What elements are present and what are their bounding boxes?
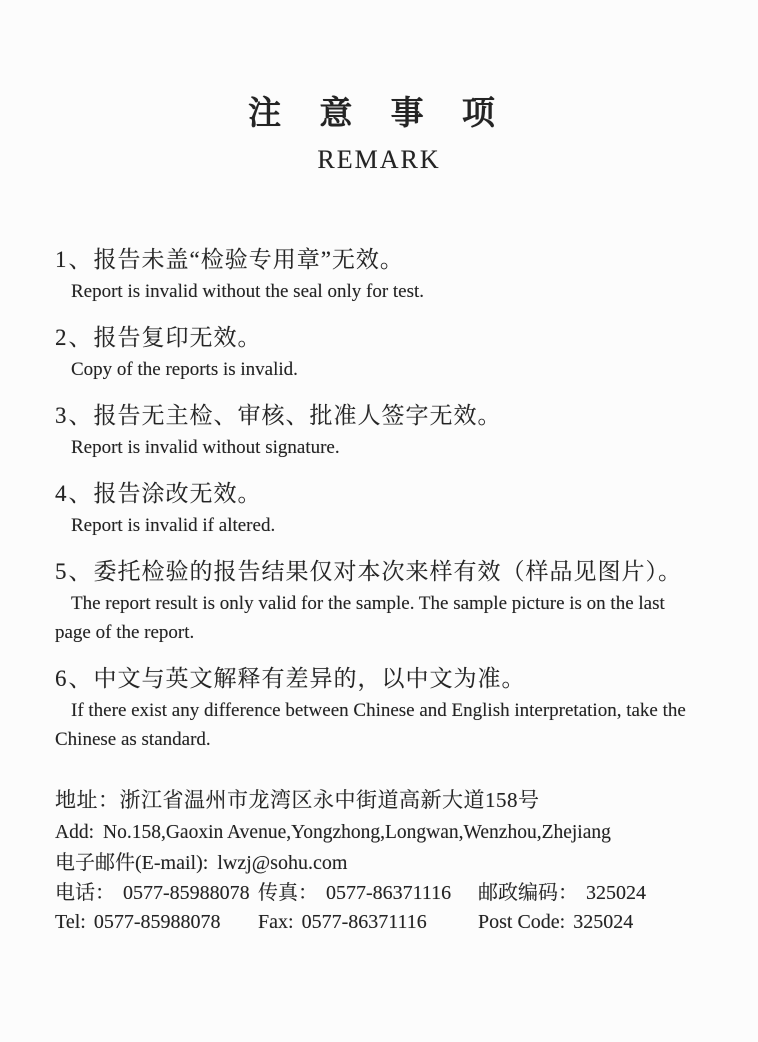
remark-text-english: Report is invalid if altered.: [71, 515, 276, 536]
remark-chinese-line: [55, 242, 703, 277]
remark-number: 3、: [55, 403, 94, 428]
remark-item: [55, 398, 703, 462]
address-line-english: [55, 817, 703, 848]
remark-text-chinese: 报告涂改无效。: [93, 481, 262, 506]
contact-block: [55, 784, 703, 937]
page-title-english: REMARK: [317, 145, 441, 174]
postcode-value: 325024: [586, 882, 646, 904]
remark-number: 6、: [55, 666, 94, 691]
remark-number: 1、: [55, 247, 94, 272]
fax-english: [258, 908, 478, 937]
remark-text-english: The report result is only valid for the sample. The sample picture is on the last page of the report.: [55, 593, 665, 643]
remarks-list: [55, 242, 703, 754]
remark-text-chinese: 报告无主检、审核、批准人签字无效。: [93, 403, 502, 428]
remark-chinese-line: [55, 476, 703, 511]
fax-value: 0577-86371116: [326, 882, 452, 904]
postcode-label-english: Post Code:: [478, 911, 566, 933]
email-value: lwzj@sohu.com: [217, 852, 348, 874]
remark-chinese-line: [55, 554, 703, 589]
phone-value-english: 0577-85988078: [93, 911, 221, 933]
remark-chinese-line: [55, 398, 703, 433]
fax-label-chinese: 传真：: [258, 882, 318, 904]
phone-value: 0577-85988078: [123, 882, 250, 904]
fax-chinese: [258, 879, 478, 908]
email-line: [55, 848, 703, 879]
phone-label-english: Tel:: [55, 911, 86, 933]
email-label: 电子邮件(E-mail):: [55, 852, 209, 874]
remark-text-chinese: 报告未盖“检验专用章”无效。: [93, 247, 404, 272]
remark-item: [55, 661, 703, 754]
postcode-chinese: [478, 879, 703, 908]
remark-text-english: Copy of the reports is invalid.: [71, 359, 298, 380]
remark-text-english: Report is invalid without the seal only for test.: [71, 281, 425, 302]
remark-text-english: If there exist any difference between Chinese and English interpretation, take the Chinese as standard.: [55, 700, 686, 750]
remark-text-chinese: 报告复印无效。: [93, 325, 262, 350]
phone-chinese: [55, 879, 258, 908]
remark-item: [55, 242, 703, 306]
address-value-english: No.158,Gaoxin Avenue,Yongzhong,Longwan,Wenzhou,Zhejiang: [103, 822, 611, 843]
page-title-chinese: 注 意 事 项: [248, 96, 510, 132]
remark-number: 2、: [55, 325, 94, 350]
contact-row-chinese: [55, 879, 703, 908]
address-line-chinese: [55, 784, 703, 817]
postcode-value-english: 325024: [573, 911, 634, 933]
phone-label-chinese: 电话：: [55, 882, 115, 904]
remark-number: 4、: [55, 481, 94, 506]
remark-item: [55, 320, 703, 384]
remark-number: 5、: [55, 559, 94, 584]
fax-value-english: 0577-86371116: [301, 911, 427, 933]
address-label-english: Add:: [55, 822, 94, 843]
postcode-english: [478, 908, 703, 937]
fax-label-english: Fax:: [258, 911, 294, 933]
remark-chinese-line: [55, 320, 703, 355]
remark-text-english: Report is invalid without signature.: [71, 437, 340, 458]
address-value-chinese: 浙江省温州市龙湾区永中街道高新大道158号: [119, 788, 540, 812]
remark-item: [55, 554, 703, 647]
contact-row-english: [55, 908, 703, 937]
phone-english: [55, 908, 258, 937]
remark-chinese-line: [55, 661, 703, 696]
postcode-label-chinese: 邮政编码：: [478, 882, 578, 904]
remark-item: [55, 476, 703, 540]
address-label-chinese: 地址：: [55, 788, 120, 812]
remark-text-chinese: 委托检验的报告结果仅对本次来样有效（样品见图片）。: [93, 559, 682, 584]
remark-text-chinese: 中文与英文解释有差异的，以中文为准。: [93, 666, 526, 691]
